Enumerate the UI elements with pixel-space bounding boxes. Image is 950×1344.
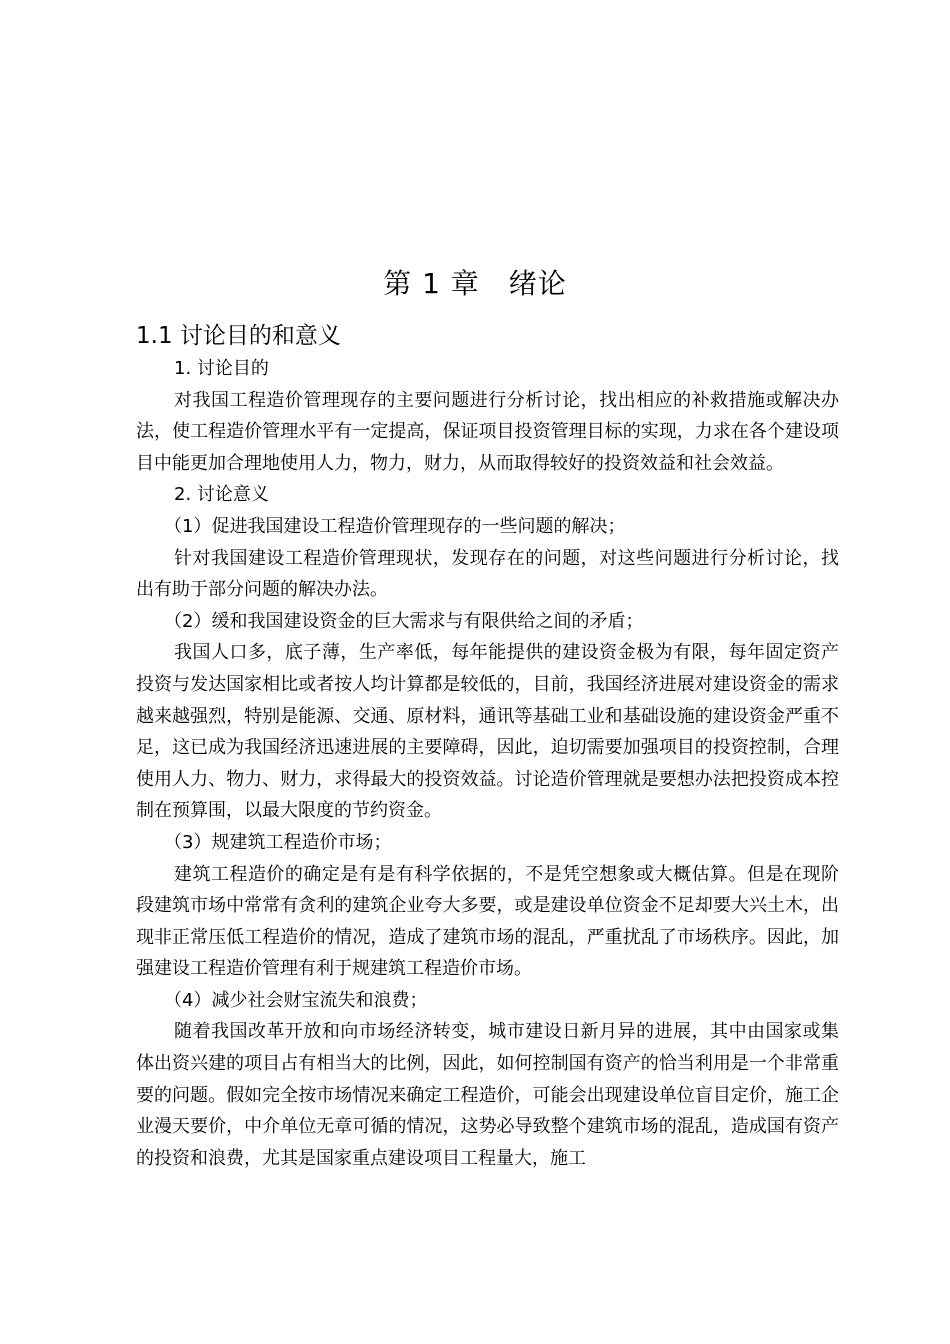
section-heading: 1.1 讨论目的和意义 (136, 323, 341, 349)
item-1-title: （1）促进我国建设工程造价管理现存的一些问题的解决； (164, 515, 626, 537)
purpose-subheading: 1. 讨论目的 (174, 358, 269, 379)
item-1-paragraph: 针对我国建设工程造价管理现状，发现存在的问题，对这些问题进行分析讨论，找出有助于部分问题的解决办法。 (136, 547, 839, 601)
document-body (136, 353, 839, 1174)
item-4-paragraph: 随着我国改革开放和向市场经济转变，城市建设日新月异的进展，其中由国家或集体出资兴建的项目占有相当大的比例，因此，如何控制国有资产的恰当利用是一个非常重要的问题。假如完全按市场情况来确定工程造价，可能会出现建设单位盲目定价，施工企业漫天要价，中介单位无章可循的情况，这势必导致整个建筑市场的混乱，造成国有资产的投资和浪费，尤其是国家重点建设项目工程量大，施工 (136, 1021, 839, 1169)
item-3-title: （3）规建筑工程造价市场； (164, 831, 392, 853)
significance-subheading: 2. 讨论意义 (174, 484, 269, 506)
chapter-title: 第 1 章 绪论 (383, 267, 567, 300)
item-2-title: （2）缓和我国建设资金的巨大需求与有限供给之间的矛盾； (164, 610, 644, 632)
item-3-paragraph: 建筑工程造价的确定是有是有科学依据的，不是凭空想象或大概估算。但是在现阶段建筑市场中常常有贪利的建筑企业夸大多要，或是建设单位资金不足却要大兴土木，出现非正常压低工程造价的情况，造成了建筑市场的混乱，严重扰乱了市场秩序。因此，加强建设工程造价管理有利于规建筑工程造价市场。 (136, 863, 839, 980)
item-4-title: （4）减少社会财宝流失和浪费； (164, 989, 428, 1011)
purpose-paragraph: 对我国工程造价管理现存的主要问题进行分析讨论，找出相应的补救措施或解决办法，使工程造价管理水平有一定提高，保证项目投资管理目标的实现，力求在各个建设项目中能更加合理地使用人力，物力，财力，从而取得较好的投资效益和社会效益。 (136, 389, 839, 474)
item-2-paragraph: 我国人口多，底子薄，生产率低，每年能提供的建设资金极为有限，每年固定资产投资与发达国家相比或者按人均计算都是较低的，目前，我国经济进展对建设资金的需求越来越强烈，特别是能源、交通、原材料，通讯等基础工业和基础设施的建设资金严重不足，这已成为我国经济迅速进展的主要障碍，因此，迫切需要加强项目的投资控制，合理使用人力、物力、财力，求得最大的投资效益。讨论造价管理就是要想办法把投资成本控制在预算围，以最大限度的节约资金。 (136, 642, 839, 822)
